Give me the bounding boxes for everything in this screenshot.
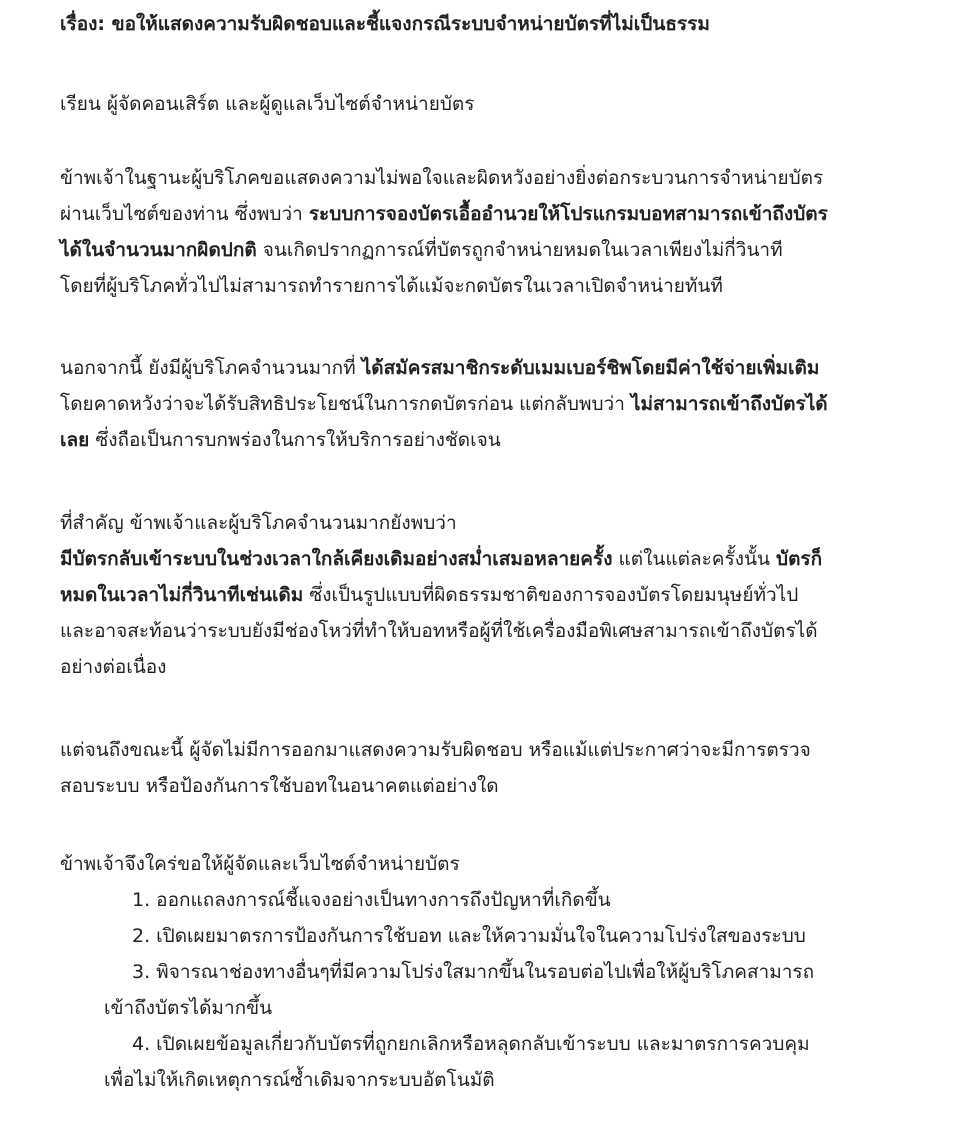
- p3-line-1: ที่สำคัญ ข้าพเจ้าและผู้บริโภคจำนวนมากยังพบว่า: [60, 512, 457, 534]
- p1-line-3-bold: ได้ในจำนวนมากผิดปกติ: [60, 239, 257, 261]
- p1-line-3: [60, 232, 920, 268]
- request-item-4-continued: เพื่อไม่ให้เกิดเหตุการณ์ซ้ำเดิมจากระบบอัตโนมัติ: [104, 1069, 495, 1091]
- p1-line-4: โดยที่ผู้บริโภคทั่วไปไม่สามารถทำรายการได้แม้จะกดบัตรในเวลาเปิดจำหน่ายทันที: [60, 275, 723, 297]
- p2-line-2-text: โดยคาดหวังว่าจะได้รับสิทธิประโยชน์ในการกดบัตรก่อน แต่กลับพบว่า: [60, 393, 631, 415]
- request-item-1: 1. ออกแถลงการณ์ชี้แจงอย่างเป็นทางการถึงปัญหาที่เกิดขึ้น: [132, 889, 611, 911]
- p2-line-1-bold: ได้สมัครสมาชิกระดับเมมเบอร์ชิพโดยมีค่าใช้จ่ายเพิ่มเติม: [361, 357, 820, 379]
- p1-line-2: [60, 196, 920, 232]
- p3-line-3-bold: หมดในเวลาไม่กี่วินาทีเช่นเดิม: [60, 584, 304, 606]
- request-item-3-continued: เข้าถึงบัตรได้มากขึ้น: [104, 997, 273, 1019]
- p4-line-1: แต่จนถึงขณะนี้ ผู้จัดไม่มีการออกมาแสดงความรับผิดชอบ หรือแม้แต่ประกาศว่าจะมีการตรวจ: [60, 739, 811, 761]
- letter-salutation: [60, 86, 920, 122]
- p2-line-3: [60, 422, 920, 458]
- requests-list: [60, 846, 920, 1098]
- p3-line-3: [60, 577, 920, 613]
- requests-intro: ข้าพเจ้าจึงใคร่ขอให้ผู้จัดและเว็บไซต์จำหน่ายบัตร: [60, 853, 460, 875]
- p2-line-2: [60, 386, 920, 422]
- p4-line-2: สอบระบบ หรือป้องกันการใช้บอทในอนาคตแต่อย่างใด: [60, 775, 499, 797]
- paragraph-4: [60, 732, 920, 804]
- p3-line-5: อย่างต่อเนื่อง: [60, 656, 167, 678]
- p3-line-2-bold-a: มีบัตรกลับเข้าระบบในช่วงเวลาใกล้เคียงเดิมอย่างสม่ำเสมอหลายครั้ง: [60, 548, 613, 570]
- p2-line-1-text: นอกจากนี้ ยังมีผู้บริโภคจำนวนมากที่: [60, 357, 362, 379]
- paragraph-1: [60, 160, 920, 304]
- letter-subject: เรื่อง: ขอให้แสดงความรับผิดชอบและชี้แจงกรณีระบบจำหน่ายบัตรที่ไม่เป็นธรรม: [60, 13, 710, 35]
- p3-line-2-bold-b: บัตรก็: [776, 548, 823, 570]
- p2-line-3-text: ซึ่งถือเป็นการบกพร่องในการให้บริการอย่างชัดเจน: [89, 429, 501, 451]
- p3-line-4: และอาจสะท้อนว่าระบบยังมีช่องโหว่ที่ทำให้บอทหรือผู้ที่ใช้เครื่องมือพิเศษสามารถเข้าถึงบัตรได้: [60, 620, 818, 642]
- p3-line-3-text: ซึ่งเป็นรูปแบบที่ผิดธรรมชาติของการจองบัตรโดยมนุษย์ทั่วไป: [303, 584, 799, 606]
- p2-line-2-bold: ไม่สามารถเข้าถึงบัตรได้: [630, 393, 828, 415]
- request-item-4: 4. เปิดเผยข้อมูลเกี่ยวกับบัตรที่ถูกยกเลิกหรือหลุดกลับเข้าระบบ และมาตรการควบคุม: [132, 1033, 810, 1055]
- p2-line-3-bold: เลย: [60, 429, 90, 451]
- paragraph-2: [60, 350, 920, 458]
- p1-line-2-text: ผ่านเว็บไซต์ของท่าน ซึ่งพบว่า: [60, 203, 309, 225]
- p3-line-2-text: แต่ในแต่ละครั้งนั้น: [612, 548, 777, 570]
- paragraph-3: [60, 505, 920, 685]
- p1-line-3-text: จนเกิดปรากฏการณ์ที่บัตรถูกจำหน่ายหมดในเวลาเพียงไม่กี่วินาที: [256, 239, 783, 261]
- salutation-text: เรียน ผู้จัดคอนเสิร์ต และผู้ดูแลเว็บไซต์จำหน่ายบัตร: [60, 93, 475, 115]
- request-item-3: 3. พิจารณาช่องทางอื่นๆที่มีความโปร่งใสมากขึ้นในรอบต่อไปเพื่อให้ผู้บริโภคสามารถ: [132, 961, 815, 983]
- request-item-2: 2. เปิดเผยมาตรการป้องกันการใช้บอท และให้ความมั่นใจในความโปร่งใสของระบบ: [132, 925, 806, 947]
- p3-line-2: [60, 541, 920, 577]
- p1-line-1: ข้าพเจ้าในฐานะผู้บริโภคขอแสดงความไม่พอใจและผิดหวังอย่างยิ่งต่อกระบวนการจำหน่ายบัตร: [60, 167, 824, 189]
- p1-line-2-bold: ระบบการจองบัตรเอื้ออำนวยให้โปรแกรมบอทสามารถเข้าถึงบัตร: [308, 203, 828, 225]
- p2-line-1: [60, 350, 920, 386]
